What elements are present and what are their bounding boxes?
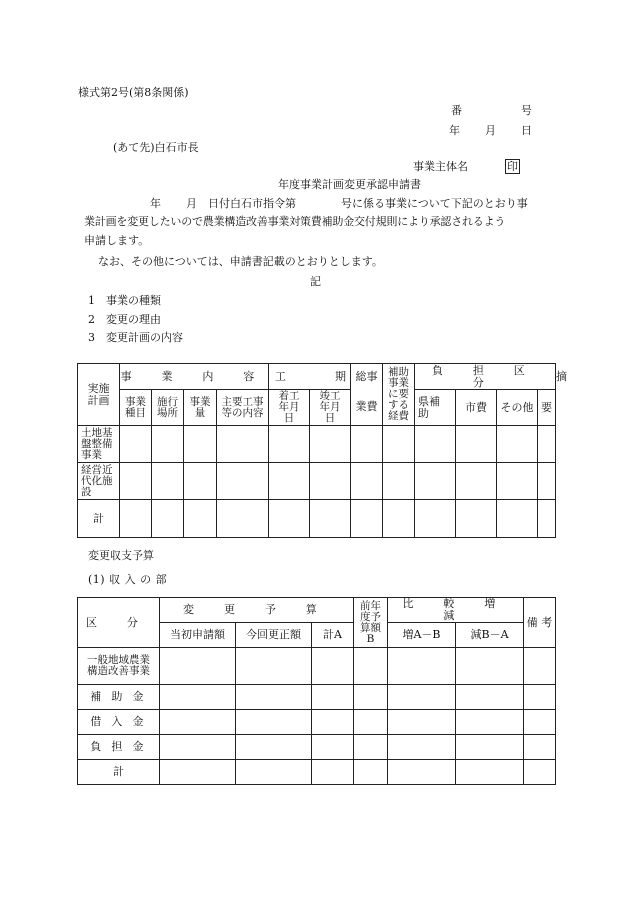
col-type: 事業種目	[120, 390, 152, 426]
cell[interactable]	[312, 710, 354, 735]
cell[interactable]	[456, 735, 524, 760]
cell[interactable]	[383, 500, 415, 538]
cell[interactable]	[415, 463, 456, 500]
cell[interactable]	[310, 426, 351, 463]
col-main: 主要工事等の内容	[217, 390, 269, 426]
cell[interactable]	[354, 710, 388, 735]
col-current: 今回更正額	[236, 623, 312, 648]
remarks-bottom: 要	[538, 390, 556, 426]
body-line-2: 業計画を変更したいので農業構造改善事業対策費補助金交付規則により承認されるよう	[84, 215, 506, 228]
col-initial: 当初申請額	[160, 623, 236, 648]
cell[interactable]	[351, 500, 383, 538]
number-label-go: 号	[521, 104, 532, 117]
col-start: 着工年月日	[269, 390, 310, 426]
cell[interactable]	[269, 463, 310, 500]
col-place: 施行場所	[152, 390, 184, 426]
income-heading: (1) 収 入 の 部	[88, 573, 168, 586]
table-row	[78, 760, 556, 785]
body-line-3: 申請します。	[84, 234, 150, 247]
row-label: 土地基盤整備事業	[78, 426, 120, 463]
compare-header: 比 較 増 減	[388, 598, 524, 623]
division-header: 区 分	[78, 598, 160, 648]
cell[interactable]	[388, 710, 456, 735]
cell[interactable]	[524, 648, 556, 685]
item-3-text: 変更計画の内容	[106, 331, 183, 344]
cell[interactable]	[456, 648, 524, 685]
body-line-4: なお、その他については、申請書記載のとおりとします。	[98, 255, 383, 268]
budget-header: 変 更 予 算	[160, 598, 354, 623]
cell[interactable]	[456, 500, 497, 538]
table-row	[78, 685, 556, 710]
col-other: その他	[497, 390, 538, 426]
cell[interactable]	[152, 500, 184, 538]
cell[interactable]	[388, 760, 456, 785]
cell[interactable]	[524, 685, 556, 710]
item-2-num: 2	[88, 313, 95, 326]
cell[interactable]	[354, 648, 388, 685]
total-cost-top: 総事	[351, 364, 383, 390]
col-city: 市費	[456, 390, 497, 426]
row-label: 計	[78, 500, 120, 538]
intro-year: 年	[150, 197, 161, 210]
burden-header-cell: 負 担 区 分	[415, 364, 556, 390]
item-2-text: 変更の理由	[106, 313, 161, 326]
col-end: 竣工年月日	[310, 390, 351, 426]
date-day-label: 日	[521, 124, 532, 137]
cell[interactable]	[236, 760, 312, 785]
plan-header-cell: 実施計画	[78, 364, 120, 426]
addressee: (あて先)白石市長	[113, 141, 199, 154]
cell[interactable]	[184, 500, 217, 538]
cell[interactable]	[120, 426, 152, 463]
row-label: 負 担 金	[78, 735, 160, 760]
table-row	[78, 463, 556, 500]
cell[interactable]	[456, 463, 497, 500]
cell[interactable]	[354, 685, 388, 710]
cell[interactable]	[524, 760, 556, 785]
row-label: 一般地域農業構造改善事業	[78, 648, 160, 685]
cell[interactable]	[497, 426, 538, 463]
cell[interactable]	[388, 735, 456, 760]
row-label: 計	[78, 760, 160, 785]
cell[interactable]	[217, 426, 269, 463]
row-label: 経営近代化施設	[78, 463, 120, 500]
item-1-text: 事業の種類	[106, 294, 161, 307]
content-header-cell: 事 業 内 容	[120, 364, 269, 390]
col-amount: 事業量	[184, 390, 217, 426]
cell[interactable]	[160, 685, 236, 710]
cell[interactable]	[538, 426, 556, 463]
cell[interactable]	[269, 500, 310, 538]
cell[interactable]	[383, 463, 415, 500]
cell[interactable]	[269, 426, 310, 463]
cell[interactable]	[524, 710, 556, 735]
cell[interactable]	[152, 426, 184, 463]
cell[interactable]	[217, 500, 269, 538]
cell[interactable]	[354, 760, 388, 785]
cell[interactable]	[456, 710, 524, 735]
col-pref: 県補助	[415, 390, 456, 426]
cell[interactable]	[351, 426, 383, 463]
cell[interactable]	[312, 648, 354, 685]
cell[interactable]	[354, 735, 388, 760]
cell[interactable]	[351, 463, 383, 500]
date-year-label: 年	[449, 124, 460, 137]
cell[interactable]	[236, 735, 312, 760]
cell[interactable]	[388, 685, 456, 710]
cell[interactable]	[383, 426, 415, 463]
remarks-header: 備 考	[524, 598, 556, 648]
cell[interactable]	[310, 500, 351, 538]
cell[interactable]	[310, 463, 351, 500]
cell[interactable]	[236, 648, 312, 685]
cell[interactable]	[120, 500, 152, 538]
col-increase: 増A－B	[388, 623, 456, 648]
number-label-ban: 番	[451, 104, 462, 117]
prev-budget-header: 前年度予算額B	[354, 598, 388, 648]
cell[interactable]	[524, 735, 556, 760]
cell[interactable]	[160, 710, 236, 735]
cell[interactable]	[152, 463, 184, 500]
cell[interactable]	[120, 463, 152, 500]
period-header-cell: 工 期	[269, 364, 351, 390]
col-decrease: 減B－A	[456, 623, 524, 648]
item-3-num: 3	[88, 331, 95, 344]
cell[interactable]	[497, 463, 538, 500]
cell[interactable]	[497, 500, 538, 538]
cell[interactable]	[312, 760, 354, 785]
cell[interactable]	[184, 426, 217, 463]
seal-mark	[505, 159, 520, 174]
budget-heading: 変更収支予算	[88, 549, 154, 562]
seal-text: 印	[507, 160, 518, 173]
cell[interactable]	[456, 760, 524, 785]
cell[interactable]	[312, 685, 354, 710]
table-row	[78, 735, 556, 760]
date-month-label: 月	[485, 124, 496, 137]
intro-reference: 日付白石市指令第	[208, 197, 296, 210]
row-label: 借 入 金	[78, 710, 160, 735]
item-1-num: 1	[88, 294, 95, 307]
document-title: 年度事業計画変更承認申請書	[278, 178, 421, 191]
cell[interactable]	[160, 648, 236, 685]
plan-table: 実施計画 事 業 内 容 工 期 総事 補助事業に要する経費 負 担 区 分 摘 事業種目 施行場所 事業量 主要工事等の内容 着工年月日 竣工年月日 業費 県補助 市費 その他 要 土地基盤整備事業 経営近代化施設 計	[77, 363, 556, 538]
cell[interactable]	[217, 463, 269, 500]
table-row	[78, 710, 556, 735]
cell[interactable]	[415, 500, 456, 538]
ki-mark: 記	[310, 275, 321, 288]
income-table	[77, 597, 556, 785]
form-number: 様式第2号(第8条関係)	[78, 86, 189, 99]
cell[interactable]	[160, 735, 236, 760]
cell[interactable]	[312, 735, 354, 760]
cell[interactable]	[160, 760, 236, 785]
cell[interactable]	[236, 710, 312, 735]
applicant-label: 事業主体名	[413, 160, 468, 173]
table-row	[78, 500, 556, 538]
cell[interactable]	[388, 648, 456, 685]
cell[interactable]	[236, 685, 312, 710]
cell[interactable]	[456, 685, 524, 710]
subsidy-header-cell: 補助事業に要する経費	[383, 364, 415, 426]
intro-rest: 号に係る事業について下記のとおり事	[341, 197, 528, 210]
table-row	[78, 426, 556, 463]
cell[interactable]	[415, 426, 456, 463]
total-cost-bottom: 業費	[351, 390, 383, 426]
cell[interactable]	[538, 463, 556, 500]
table-row	[78, 648, 556, 685]
cell[interactable]	[184, 463, 217, 500]
col-total-a: 計A	[312, 623, 354, 648]
row-label: 補 助 金	[78, 685, 160, 710]
cell[interactable]	[456, 426, 497, 463]
cell[interactable]	[538, 500, 556, 538]
intro-month: 月	[186, 197, 197, 210]
